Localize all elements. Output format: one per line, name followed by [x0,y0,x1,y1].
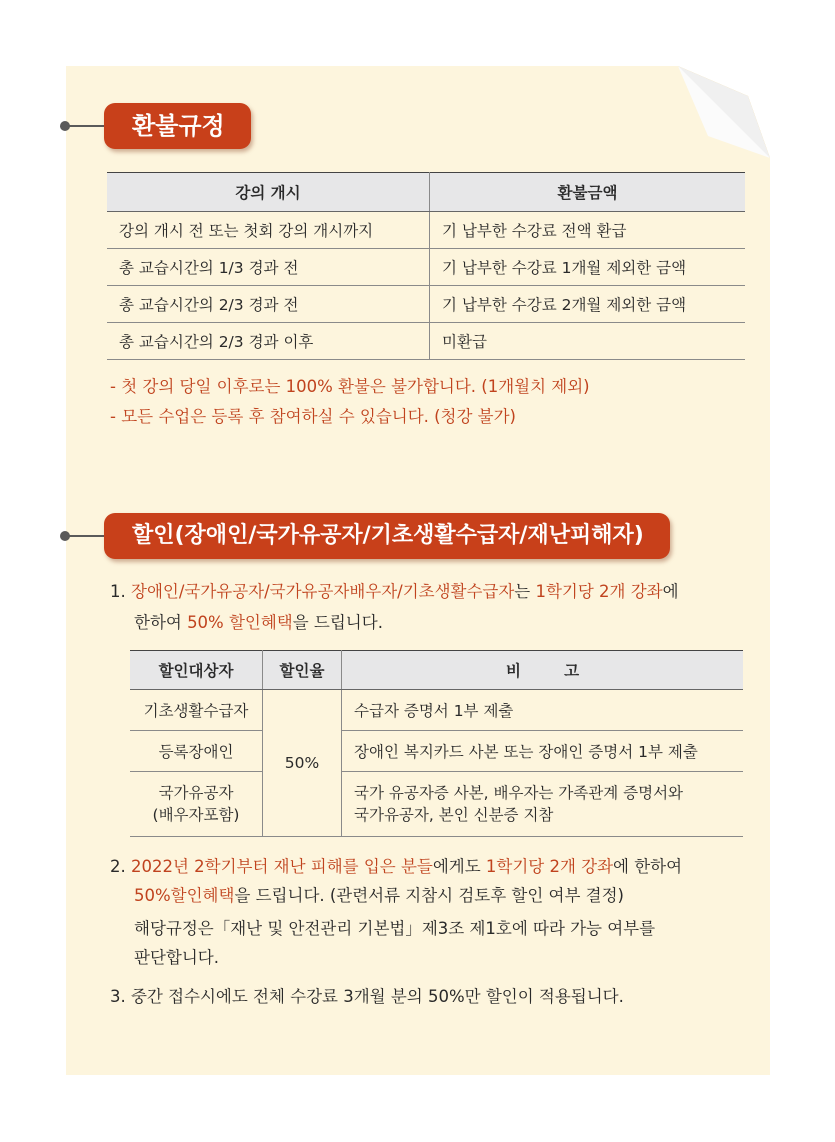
table-row [107,249,745,286]
discount-item-1 [110,576,760,638]
text-fragment: 는 [514,582,536,601]
refund-heading-label: 환불규정 [104,103,251,149]
discount-heading-label: 할인(장애인/국가유공자/기초생활수급자/재난피해자) [104,513,670,559]
text-fragment: 에 한하여 [613,857,683,876]
table-cell [130,772,263,837]
text-fragment: 50%할인혜택 [134,886,235,905]
note-line: - 모든 수업은 등록 후 참여하실 수 있습니다. (청강 불가) [110,407,516,426]
eligible-targets: 장애인/국가유공자/국가유공자배우자/기초생활수급자 [131,582,515,601]
text-fragment: 1학기당 2개 강좌 [485,857,614,876]
column-header: 할인율 [263,651,342,690]
table-cell: 등록장애인 [130,731,263,772]
connector-line [68,535,108,537]
course-limit: 1학기당 2개 강좌 [535,582,663,601]
item-number: 2. [110,857,126,876]
table-cell: 기 납부한 수강료 2개월 제외한 금액 [430,286,746,323]
text-fragment: 을 드립니다. (관련서류 지참시 검토후 할인 여부 결정) [234,886,624,905]
text-fragment: 한하여 [134,613,188,632]
discount-item-2 [110,852,760,972]
table-header-row [107,173,745,212]
connector-line [68,125,108,127]
item-number: 1. [110,582,126,601]
text-fragment: 에 [662,582,679,601]
table-header-row [130,651,743,690]
discount-rate-text: 50% 할인혜택 [187,613,293,632]
table-cell: 총 교습시간의 1/3 경과 전 [107,249,430,286]
table-row [130,772,743,837]
text-line: 판단합니다. [134,948,219,967]
table-cell: 장애인 복지카드 사본 또는 장애인 증명서 1부 제출 [342,731,744,772]
text-fragment: 에게도 [432,857,486,876]
column-header: 강의 개시 [107,173,430,212]
cell-line: 국가 유공자증 사본, 배우자는 가족관계 증명서와 [354,784,684,802]
table-cell: 기 납부한 수강료 전액 환급 [430,212,746,249]
discount-table [130,650,743,837]
table-row [130,731,743,772]
refund-notes [110,372,590,432]
cell-line: (배우자포함) [152,806,240,824]
table-row [130,690,743,731]
table-cell [342,772,744,837]
refund-table [107,172,745,360]
table-row [107,212,745,249]
table-cell: 강의 개시 전 또는 첫회 강의 개시까지 [107,212,430,249]
column-header: 환불금액 [430,173,746,212]
discount-item-3: 3. 중간 접수시에도 전체 수강료 3개월 분의 50%만 할인이 적용됩니다. [110,987,624,1006]
text-fragment: 2022년 2학기부터 재난 피해를 입은 분들 [131,857,433,876]
cell-line: 국가유공자, 본인 신분증 지참 [354,806,554,824]
text-line: 해당규정은「재난 및 안전관리 기본법」제3조 제1호에 따라 가능 여부를 [134,919,656,938]
table-row [107,323,745,360]
table-cell: 총 교습시간의 2/3 경과 전 [107,286,430,323]
discount-rate-cell: 50% [263,690,342,837]
folded-corner-decoration [678,66,770,158]
text-fragment: 을 드립니다. [292,613,383,632]
column-header: 할인대상자 [130,651,263,690]
table-cell: 기초생활수급자 [130,690,263,731]
table-row [107,286,745,323]
table-cell: 수급자 증명서 1부 제출 [342,690,744,731]
table-cell: 기 납부한 수강료 1개월 제외한 금액 [430,249,746,286]
table-cell: 총 교습시간의 2/3 경과 이후 [107,323,430,360]
table-cell: 미환급 [430,323,746,360]
column-header: 비 고 [342,651,744,690]
note-line: - 첫 강의 당일 이후로는 100% 환불은 불가합니다. (1개월치 제외) [110,377,590,396]
cell-line: 국가유공자 [158,784,234,802]
